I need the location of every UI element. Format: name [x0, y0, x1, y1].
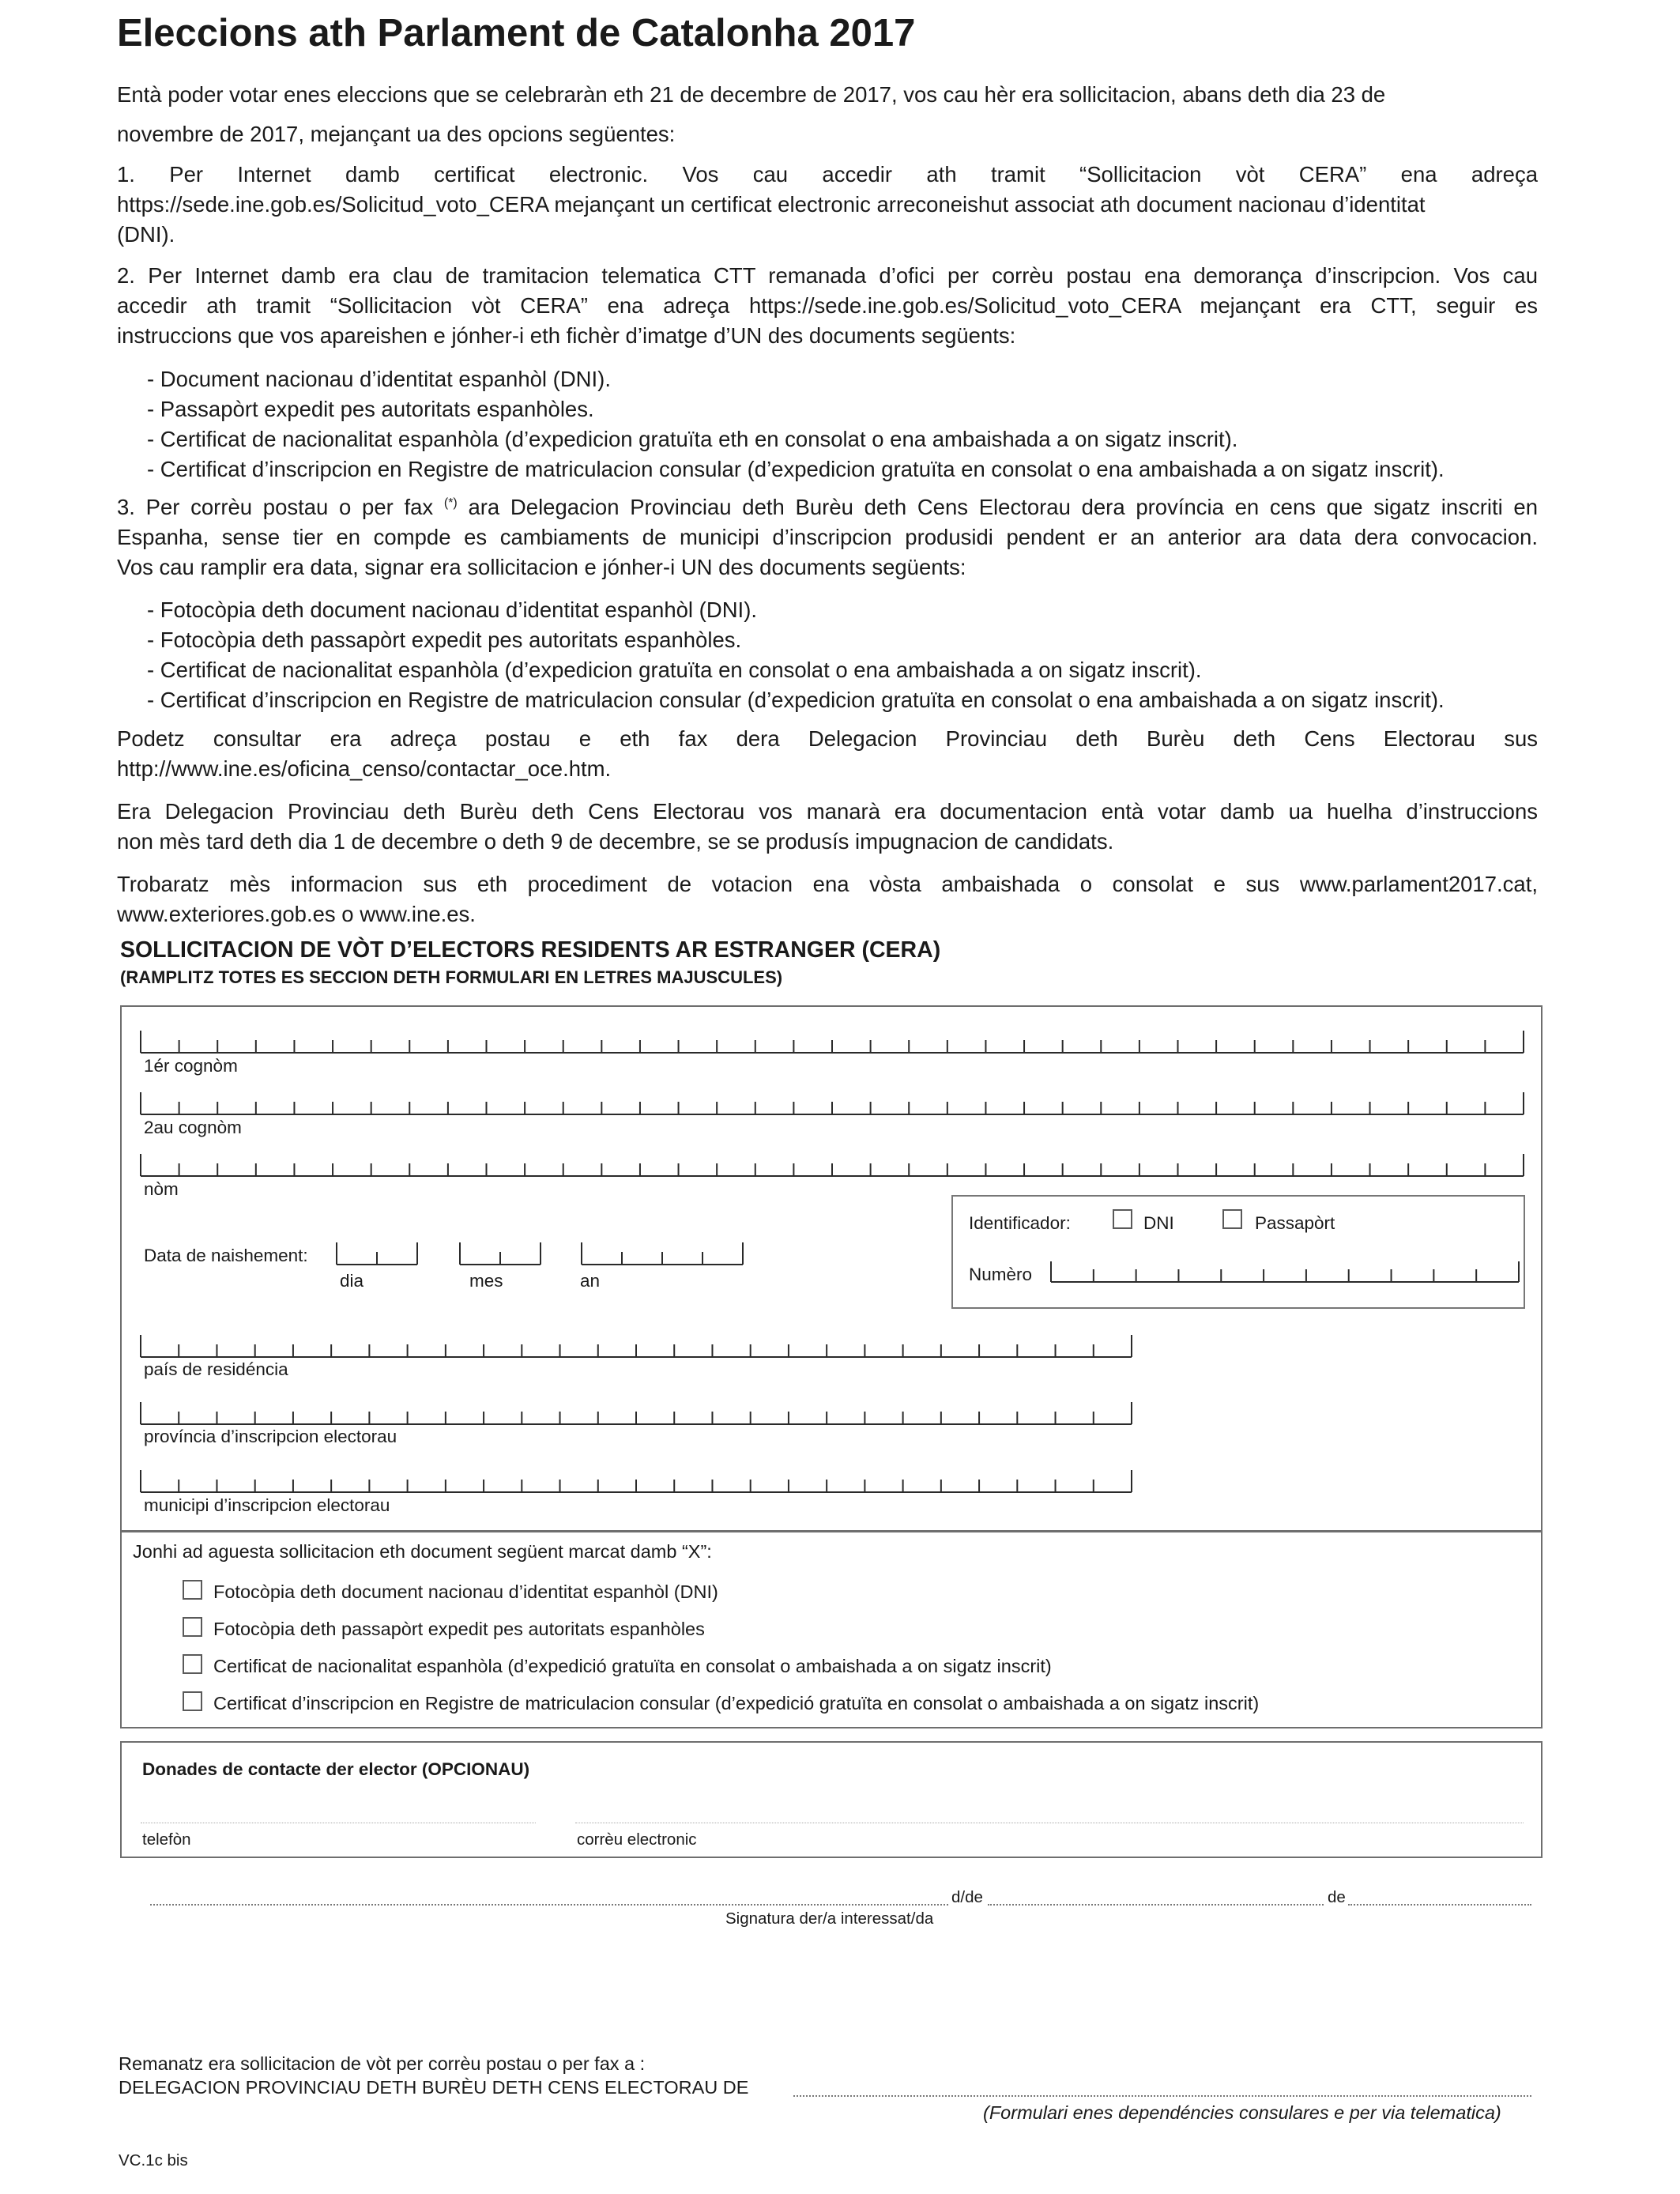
name-label: nòm [144, 1179, 179, 1199]
birth-date-label: Data de naishement: [144, 1246, 308, 1265]
option3-line: Espanha, sense tier en compde es cambiaments de municipi d’inscripcion produsidi pendent er an anterior ara data dera convocacion. [117, 525, 1538, 549]
consult-paragraph [117, 724, 1538, 784]
attach-label: Certificat d’inscripcion en Registre de matriculacion consular (d’expedició gratuïta en consolat o ambaishada a on sigatz inscrit) [213, 1693, 1260, 1713]
email-label: corrèu electronic [577, 1830, 697, 1849]
more-info-line: www.exteriores.gob.es o www.ine.es. [117, 902, 476, 926]
attach-label: Fotocòpia deth passapòrt expedit pes autoritats espanhòles [213, 1619, 705, 1639]
option3-line-end: ara Delegacion Provinciau deth Burèu deth Cens Electorau dera província en cens que sigatz inscriti en [468, 495, 1539, 519]
month-label: mes [469, 1271, 503, 1291]
signature-date-of: d/de [951, 1888, 983, 1906]
dni-label: DNI [1143, 1213, 1174, 1233]
option3-line [117, 492, 1538, 522]
number-boxes[interactable] [1049, 1258, 1524, 1285]
option2-document-list [147, 364, 1445, 484]
option3-document-list [147, 595, 1445, 715]
dni-checkbox[interactable] [1113, 1209, 1132, 1229]
attach-checkbox-nationality[interactable] [183, 1654, 202, 1674]
signature-de: de [1328, 1888, 1346, 1906]
consult-line: Podetz consultar era adreça postau e eth fax dera Delegacion Provinciau deth Burèu deth Cens Electorau sus [117, 726, 1538, 751]
province-label: província d’inscripcion electorau [144, 1427, 397, 1446]
more-info-paragraph [117, 869, 1538, 929]
signature-place-field[interactable] [150, 1904, 948, 1906]
form-availability-note: (Formulari enes dependéncies consulares e per via telematica) [983, 2102, 1501, 2123]
passport-checkbox[interactable] [1222, 1209, 1242, 1229]
list-item: - Fotocòpia deth document nacionau d’identitat espanhòl (DNI). [147, 598, 757, 622]
delegation-address-label: DELEGACION PROVINCIAU DETH BURÈU DETH CENS ELECTORAU DE [119, 2077, 749, 2098]
intro-line: Entà poder votar enes eleccions que se celebraràn eth 21 de decembre de 2017, vos cau hèr era sollicitacion, abans deth dia 23 de [117, 82, 1386, 107]
option2-line: 2. Per Internet damb era clau de tramitacion telematica CTT remanada d’ofici per corrèu postau ena demorança d’inscripcion. Vos cau [117, 263, 1538, 288]
option2-line: accedir ath tramit “Sollicitacion vòt CERA” ena adreça https://sede.ine.gob.es/Solicitud_voto_CERA mejançant era CTT, seguir es [117, 293, 1538, 318]
delegation-paragraph [117, 797, 1538, 857]
list-item: - Certificat d’inscripcion en Registre de matriculacion consular (d’expedicion gratuïta en consolat o ena ambaishada a on sigatz inscrit). [147, 688, 1445, 712]
surname1-boxes[interactable] [139, 1027, 1530, 1056]
list-item: - Certificat de nacionalitat espanhòla (d’expedicion gratuïta en consolat o ena ambaishada a on sigatz inscrit). [147, 658, 1202, 682]
delegation-line: non mès tard deth dia 1 de decembre o deth 9 de decembre, se se produsís impugnacion de candidats. [117, 829, 1114, 854]
option2-line: instruccions que vos apareishen e jónher-i eth fichèr d’imatge d’UN des documents següents: [117, 323, 1016, 348]
contact-title: Donades de contacte der elector (OPCIONAU) [142, 1759, 530, 1779]
municipality-boxes[interactable] [139, 1467, 1135, 1495]
birth-month-boxes[interactable] [458, 1239, 545, 1268]
signature-year-field[interactable] [1348, 1904, 1531, 1906]
surname2-label: 2au cognòm [144, 1118, 242, 1137]
option3-line-start: 3. Per corrèu postau o per fax [117, 495, 434, 519]
more-info-line: Trobaratz mès informacion sus eth procediment de votacion ena vòsta ambaishada o consolat e sus www.parlament2017.cat, [117, 872, 1538, 896]
country-boxes[interactable] [139, 1332, 1135, 1360]
passport-label: Passapòrt [1255, 1213, 1335, 1233]
option1-line: https://sede.ine.gob.es/Solicitud_voto_CERA mejançant un certificat electronic arreconeishut associat ath document nacionau d’identitat [117, 192, 1426, 217]
country-label: país de residéncia [144, 1359, 288, 1379]
attach-checkbox-passport[interactable] [183, 1617, 202, 1637]
year-label: an [580, 1271, 601, 1291]
attach-label: Certificat de nacionalitat espanhòla (d’expedició gratuïta en consolat o ambaishada a on sigatz inscrit) [213, 1656, 1052, 1676]
footnote-marker: (*) [443, 496, 458, 510]
option1-paragraph [117, 160, 1538, 250]
identifier-label: Identificador: [969, 1213, 1071, 1233]
list-item: - Fotocòpia deth passapòrt expedit pes autoritats espanhòles. [147, 628, 742, 652]
consult-link: http://www.ine.es/oficina_censo/contactar_oce.htm. [117, 756, 612, 781]
birth-year-boxes[interactable] [580, 1239, 746, 1268]
signature-label: Signatura der/a interessat/da [725, 1909, 934, 1928]
option2-paragraph [117, 261, 1538, 351]
list-item: - Passapòrt expedit pes autoritats espanhòles. [147, 397, 594, 421]
phone-label: telefòn [142, 1830, 191, 1849]
option3-paragraph [117, 492, 1538, 582]
option1-line: (DNI). [117, 222, 175, 247]
attach-intro: Jonhi ad aguesta sollicitacion eth document següent marcat damb “X”: [133, 1541, 712, 1562]
day-label: dia [340, 1271, 364, 1291]
option1-line: 1. Per Internet damb certificat electronic. Vos cau accedir ath tramit “Sollicitacion vòt CERA” ena adreça [117, 162, 1538, 187]
delegation-address-field[interactable] [793, 2095, 1531, 2097]
number-label: Numèro [969, 1265, 1033, 1284]
form-code: VC.1c bis [119, 2151, 188, 2169]
delegation-line: Era Delegacion Provinciau deth Burèu deth Cens Electorau vos manarà era documentacion entà votar damb ua huelha d’instruccions [117, 799, 1538, 824]
form-title: SOLLICITACION DE VÒT D’ELECTORS RESIDENTS AR ESTRANGER (CERA) [120, 937, 941, 963]
surname1-label: 1ér cognòm [144, 1056, 238, 1076]
attach-label: Fotocòpia deth document nacionau d’identitat espanhòl (DNI) [213, 1581, 718, 1602]
intro-line: novembre de 2017, mejançant ua des opcions següentes: [117, 122, 676, 146]
name-boxes[interactable] [139, 1151, 1530, 1179]
page-title: Eleccions ath Parlament de Catalonha 2017 [117, 12, 916, 55]
province-boxes[interactable] [139, 1399, 1135, 1427]
form-subtitle: (RAMPLITZ TOTES ES SECCION DETH FORMULARI EN LETRES MAJUSCULES) [120, 967, 783, 987]
list-item: - Document nacionau d’identitat espanhòl (DNI). [147, 367, 611, 391]
birth-day-boxes[interactable] [335, 1239, 422, 1268]
municipality-label: municipi d’inscripcion electorau [144, 1495, 390, 1515]
attach-checkbox-consular-registration[interactable] [183, 1691, 202, 1711]
list-item: - Certificat d’inscripcion en Registre de matriculacion consular (d’expedicion gratuïta en consolat o ena ambaishada a on sigatz inscrit). [147, 457, 1445, 481]
surname2-boxes[interactable] [139, 1089, 1530, 1118]
send-instructions: Remanatz era sollicitacion de vòt per corrèu postau o per fax a : [119, 2053, 646, 2074]
attach-checkbox-dni[interactable] [183, 1580, 202, 1600]
intro-paragraph [117, 75, 1538, 154]
signature-month-field[interactable] [988, 1904, 1324, 1906]
list-item: - Certificat de nacionalitat espanhòla (d’expedicion gratuïta eth en consolat o ena ambaishada a on sigatz inscrit). [147, 427, 1238, 451]
option3-line: Vos cau ramplir era data, signar era sollicitacion e jónher-i UN des documents següents: [117, 555, 966, 579]
